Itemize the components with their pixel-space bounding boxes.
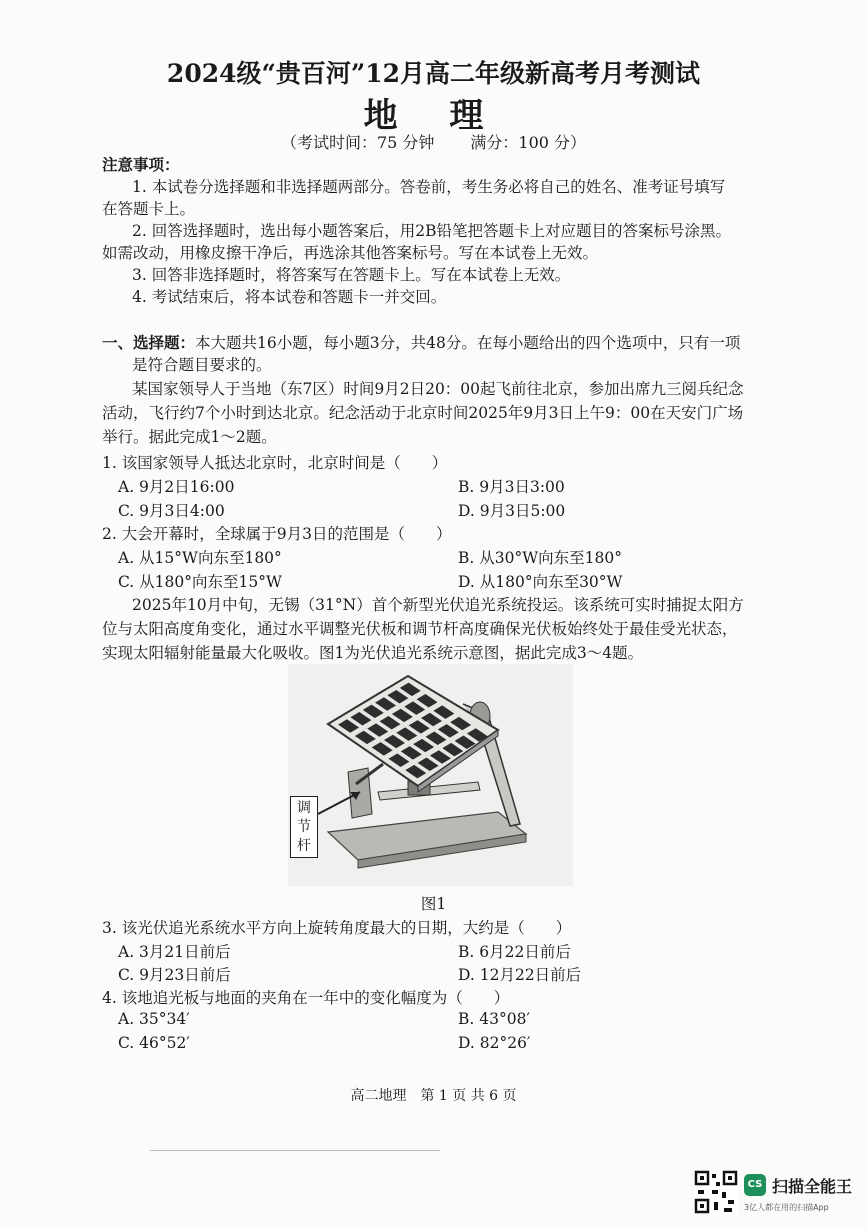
rod-label <box>290 796 318 858</box>
question-1-option-a: A. 9月2日16:00 <box>118 478 235 496</box>
rod-label-char-1: 调 <box>297 800 311 816</box>
subject-title: 地 理 <box>363 96 504 136</box>
question-1-option-b: B. 9月3日3:00 <box>458 478 565 496</box>
figure-caption: 图1 <box>420 895 447 913</box>
passage-2-line-1: 2025年10月中旬，无锡（31°N）首个新型光伏追光系统投运。该系统可实时捕捉太阳方 <box>132 596 744 614</box>
section-heading-label: 一、选择题： <box>102 333 196 352</box>
scanner-logo-icon: CS <box>744 1174 766 1196</box>
question-3-option-b: B. 6月22日前后 <box>458 943 571 961</box>
question-4-option-a: A. 35°34′ <box>118 1010 190 1028</box>
passage-1-line-1: 某国家领导人于当地（东7区）时间9月2日20：00起飞前往北京，参加出席九三阅兵纪念 <box>132 380 744 398</box>
passage-2-line-3: 实现太阳辐射能量最大化吸收。图1为光伏追光系统示意图，据此完成3～4题。 <box>102 644 644 662</box>
question-3-option-d: D. 12月22日前后 <box>458 966 582 984</box>
notice-item-2-cont: 如需改动，用橡皮擦干净后，再选涂其他答案标号。写在本试卷上无效。 <box>102 244 599 262</box>
section-heading <box>102 332 740 354</box>
exam-time: （考试时间：75 分钟 <box>280 133 435 152</box>
question-3-stem: 3. 该光伏追光系统水平方向上旋转角度最大的日期，大约是（ ） <box>102 919 572 937</box>
notice-item-2: 2. 回答选择题时，选出每小题答案后，用2B铅笔把答题卡上对应题目的答案标号涂黑。 <box>132 222 731 240</box>
question-2-option-a: A. 从15°W向东至180° <box>118 549 282 567</box>
question-1-stem: 1. 该国家领导人抵达北京时，北京时间是（ ） <box>102 454 448 472</box>
rod-label-char-3: 杆 <box>297 838 311 854</box>
question-1-option-d: D. 9月3日5:00 <box>458 502 566 520</box>
passage-2-line-2: 位与太阳高度角变化，通过水平调整光伏板和调节杆高度确保光伏板始终处于最佳受光状态， <box>102 620 738 638</box>
exam-title: 2024级“贵百河”12月高二年级新高考月考测试 <box>166 59 701 88</box>
question-4-option-d: D. 82°26′ <box>458 1034 531 1052</box>
question-4-option-b: B. 43°08′ <box>458 1010 530 1028</box>
question-2-option-c: C. 从180°向东至15°W <box>118 573 282 591</box>
question-3-option-c: C. 9月23日前后 <box>118 966 231 984</box>
exam-score: 满分：100 分） <box>470 133 587 152</box>
notice-item-4: 4. 考试结束后，将本试卷和答题卡一并交回。 <box>132 288 447 306</box>
rod-label-char-2: 节 <box>297 819 311 835</box>
question-4-option-c: C. 46°52′ <box>118 1034 190 1052</box>
notice-item-1: 1. 本试卷分选择题和非选择题两部分。答卷前，考生务必将自己的姓名、准考证号填写 <box>132 178 726 196</box>
question-2-stem: 2. 大会开幕时，全球属于9月3日的范围是（ ） <box>102 525 452 543</box>
section-heading-text: 本大题共16小题，每小题3分，共48分。在每小题给出的四个选项中，只有一项 <box>195 334 741 352</box>
notice-item-3: 3. 回答非选择题时，将答案写在答题卡上。写在本试卷上无效。 <box>132 266 571 284</box>
footer-divider <box>150 1150 440 1151</box>
passage-1-line-2: 活动，飞行约7个小时到达北京。纪念活动于北京时间2025年9月3日上午9：00在天安门广场 <box>102 404 744 422</box>
question-4-stem: 4. 该地追光板与地面的夹角在一年中的变化幅度为（ ） <box>102 989 510 1007</box>
question-2-option-d: D. 从180°向东至30°W <box>458 573 623 591</box>
notice-heading: 注意事项： <box>102 155 180 174</box>
question-2-option-b: B. 从30°W向东至180° <box>458 549 622 567</box>
solar-tracker-illustration <box>288 664 573 886</box>
scanner-brand-tagline: 3亿人都在用的扫描App <box>744 1203 829 1212</box>
section-heading-cont: 是符合题目要求的。 <box>132 356 272 374</box>
question-3-option-a: A. 3月21日前后 <box>118 943 231 961</box>
passage-1-line-3: 举行。据此完成1～2题。 <box>102 428 277 446</box>
question-1-option-c: C. 9月3日4:00 <box>118 502 225 520</box>
qr-code-icon <box>694 1170 738 1214</box>
notice-item-1-cont: 在答题卡上。 <box>102 200 196 218</box>
page-footer: 高二地理 第 1 页 共 6 页 <box>350 1088 517 1104</box>
exam-meta <box>0 130 867 153</box>
scanner-brand-name: 扫描全能王 <box>772 1177 853 1196</box>
solar-tracker-figure <box>288 664 573 886</box>
